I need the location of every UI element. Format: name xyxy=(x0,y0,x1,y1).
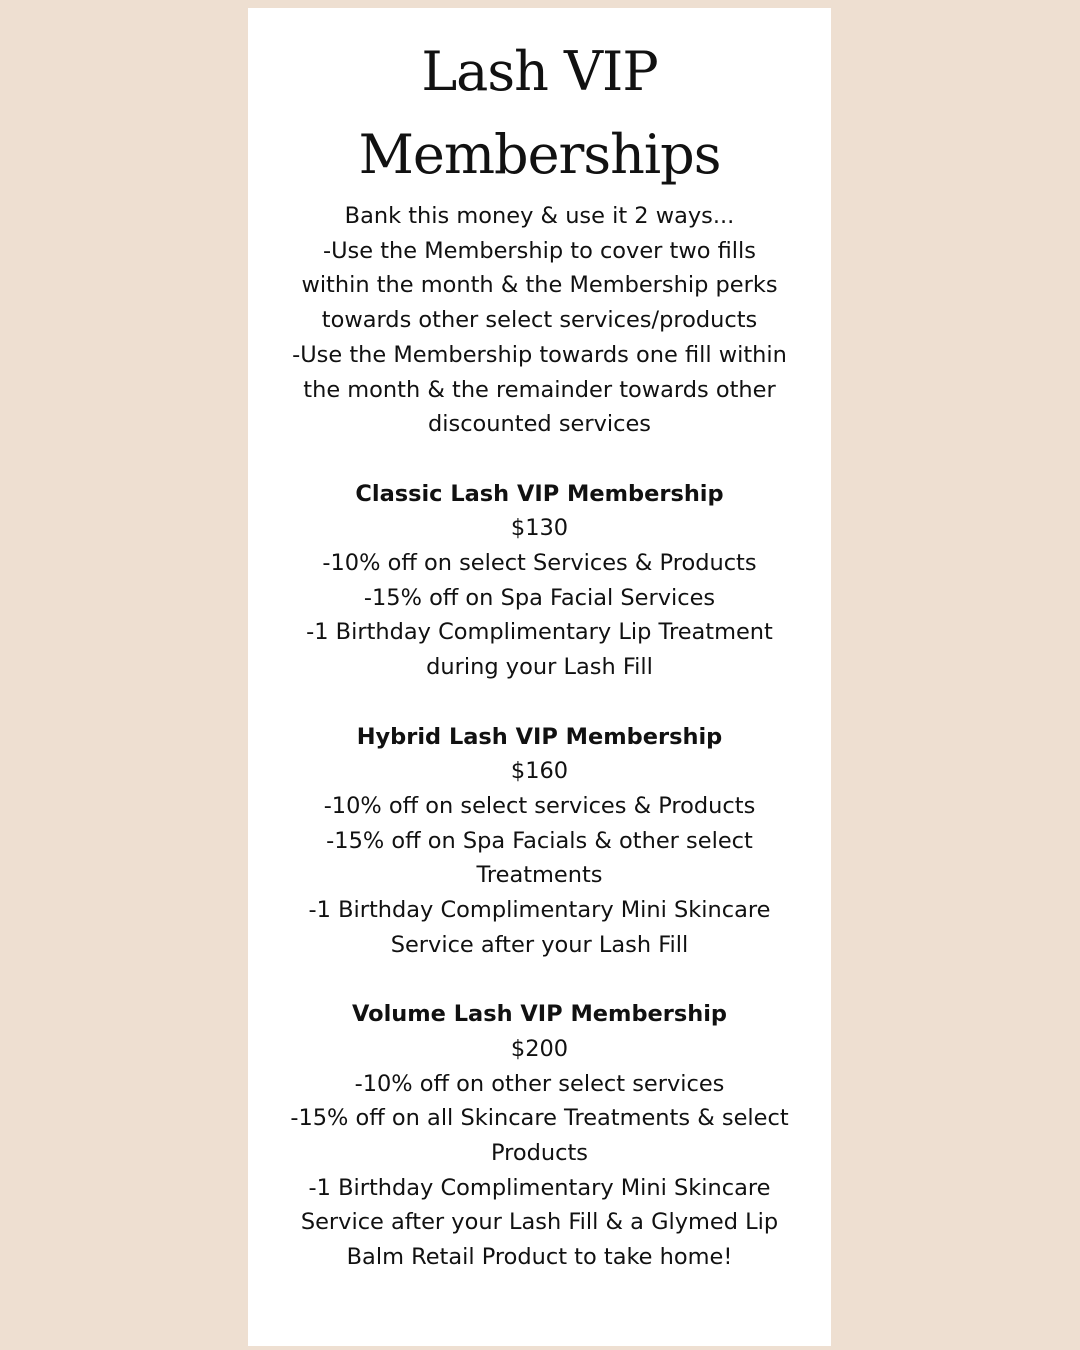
plan-perk: Service after your Lash Fill xyxy=(390,931,689,958)
plan-price: $200 xyxy=(510,1035,569,1062)
intro-line: -Use the Membership to cover two fills xyxy=(323,237,756,264)
spacer xyxy=(248,962,831,997)
plan-perk: -15% off on all Skincare Treatments & select xyxy=(290,1105,789,1132)
plan-perk: -1 Birthday Complimentary Mini Skincare xyxy=(308,897,771,924)
intro-line: discounted services xyxy=(427,411,652,438)
plan-classic xyxy=(248,477,831,685)
plan-perk: Balm Retail Product to take home! xyxy=(346,1244,733,1271)
spacer xyxy=(248,685,831,720)
intro-line: Bank this money & use it 2 ways... xyxy=(344,203,735,229)
plan-perk: -15% off on Spa Facials & other select xyxy=(326,827,753,854)
plan-perk: -1 Birthday Complimentary Lip Treatment xyxy=(306,619,773,646)
plan-perk: Products xyxy=(490,1139,589,1166)
title-line: Lash VIP xyxy=(421,40,658,103)
intro-line: towards other select services/products xyxy=(321,307,758,334)
spacer xyxy=(248,442,831,477)
plan-perk: -15% off on Spa Facial Services xyxy=(363,584,716,611)
membership-card xyxy=(248,8,831,1346)
plan-hybrid xyxy=(248,720,831,963)
plan-perk: -1 Birthday Complimentary Mini Skincare xyxy=(308,1174,771,1201)
title-line: Memberships xyxy=(358,123,721,186)
plan-perk: -10% off on other select services xyxy=(354,1070,725,1097)
membership-details xyxy=(248,199,831,1275)
intro-text xyxy=(248,199,831,442)
page-title xyxy=(248,30,831,196)
plan-perk: -10% off on select services & Products xyxy=(323,792,756,819)
plan-perk: during your Lash Fill xyxy=(426,654,653,681)
intro-line: within the month & the Membership perks xyxy=(301,272,778,299)
plan-price: $130 xyxy=(510,515,569,542)
intro-line: the month & the remainder towards other xyxy=(303,376,776,403)
plan-name: Hybrid Lash VIP Membership xyxy=(356,723,723,750)
plan-name: Classic Lash VIP Membership xyxy=(355,480,724,507)
plan-perk: Service after your Lash Fill & a Glymed Lip xyxy=(300,1209,779,1236)
plan-name: Volume Lash VIP Membership xyxy=(351,1001,728,1028)
intro-line: -Use the Membership towards one fill within xyxy=(292,341,787,368)
plan-perk: Treatments xyxy=(476,862,603,889)
plan-volume xyxy=(248,997,831,1275)
plan-perk: -10% off on select Services & Products xyxy=(322,550,757,577)
plan-price: $160 xyxy=(510,758,569,785)
